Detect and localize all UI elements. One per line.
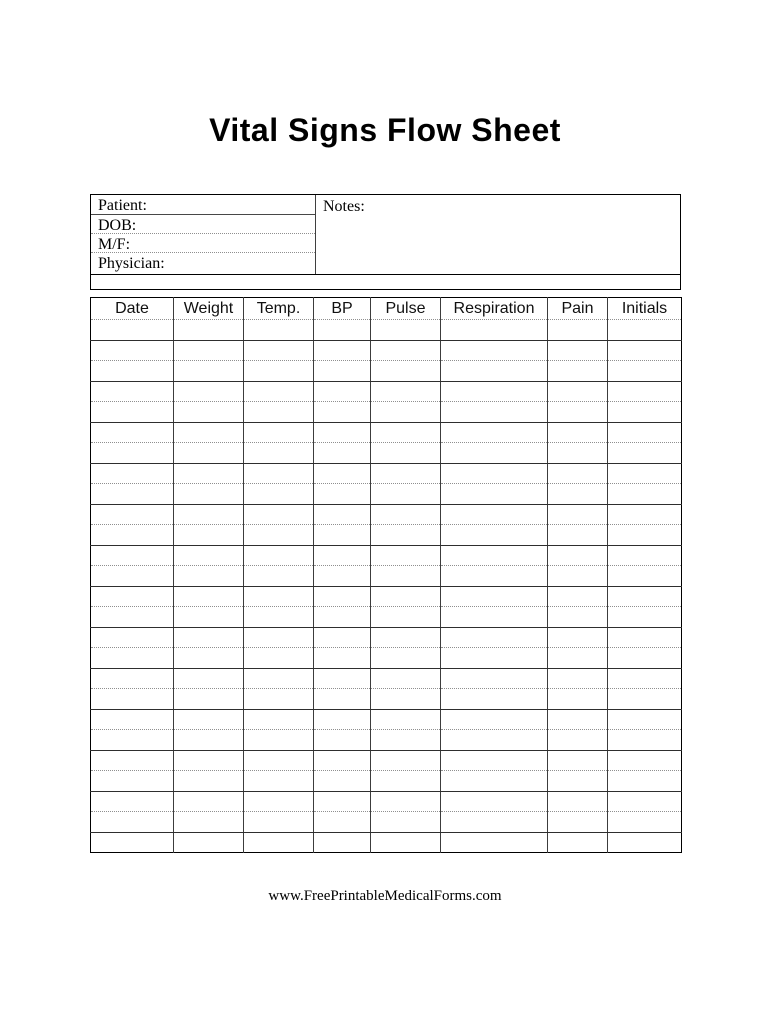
table-cell	[441, 730, 548, 751]
table-cell	[91, 381, 174, 402]
table-cell	[371, 832, 441, 853]
table-cell	[371, 402, 441, 423]
table-cell	[548, 484, 608, 505]
table-cell	[314, 545, 371, 566]
table-cell	[608, 771, 682, 792]
table-cell	[91, 771, 174, 792]
table-cell	[608, 627, 682, 648]
table-row	[91, 525, 682, 546]
footer-url: www.FreePrintableMedicalForms.com	[268, 888, 502, 904]
col-header-temp: Temp.	[244, 298, 314, 320]
table-cell	[244, 648, 314, 669]
table-row	[91, 340, 682, 361]
table-cell	[244, 566, 314, 587]
table-cell	[548, 443, 608, 464]
table-cell	[371, 627, 441, 648]
table-cell	[314, 648, 371, 669]
physician-label: Physician:	[98, 255, 165, 272]
table-cell	[174, 812, 244, 833]
table-cell	[314, 402, 371, 423]
table-cell	[91, 443, 174, 464]
table-cell	[548, 771, 608, 792]
table-cell	[91, 832, 174, 853]
table-cell	[371, 586, 441, 607]
table-cell	[371, 648, 441, 669]
table-cell	[91, 791, 174, 812]
table-cell	[441, 812, 548, 833]
col-header-pain: Pain	[548, 298, 608, 320]
sex-field-row	[91, 234, 315, 253]
table-cell	[608, 361, 682, 382]
table-row	[91, 771, 682, 792]
table-row	[91, 504, 682, 525]
empty-strip-row	[91, 274, 680, 289]
notes-box	[315, 195, 680, 274]
table-cell	[441, 771, 548, 792]
table-cell	[371, 320, 441, 341]
table-cell	[314, 504, 371, 525]
table-cell	[608, 648, 682, 669]
table-cell	[244, 607, 314, 628]
table-cell	[441, 463, 548, 484]
table-cell	[441, 402, 548, 423]
table-cell	[244, 771, 314, 792]
vitals-table	[90, 297, 682, 853]
table-cell	[174, 730, 244, 751]
table-row	[91, 361, 682, 382]
table-cell	[174, 361, 244, 382]
table-cell	[441, 750, 548, 771]
table-cell	[371, 709, 441, 730]
table-cell	[608, 402, 682, 423]
table-cell	[441, 545, 548, 566]
col-header-weight: Weight	[174, 298, 244, 320]
table-row	[91, 545, 682, 566]
table-cell	[548, 402, 608, 423]
patient-info-box	[90, 194, 681, 290]
table-cell	[244, 709, 314, 730]
table-cell	[314, 812, 371, 833]
table-row	[91, 381, 682, 402]
table-cell	[314, 320, 371, 341]
table-cell	[91, 422, 174, 443]
table-cell	[244, 832, 314, 853]
table-cell	[174, 648, 244, 669]
table-cell	[174, 381, 244, 402]
page-title: Vital Signs Flow Sheet	[209, 112, 561, 148]
table-cell	[314, 381, 371, 402]
table-cell	[244, 791, 314, 812]
table-cell	[548, 689, 608, 710]
table-cell	[314, 340, 371, 361]
table-cell	[314, 422, 371, 443]
table-cell	[314, 709, 371, 730]
table-cell	[441, 668, 548, 689]
table-cell	[608, 607, 682, 628]
table-cell	[371, 771, 441, 792]
table-cell	[244, 361, 314, 382]
table-cell	[244, 381, 314, 402]
table-cell	[91, 607, 174, 628]
table-cell	[371, 463, 441, 484]
table-cell	[91, 361, 174, 382]
table-row	[91, 648, 682, 669]
patient-label: Patient:	[98, 197, 147, 214]
table-cell	[548, 750, 608, 771]
table-cell	[548, 422, 608, 443]
table-cell	[244, 443, 314, 464]
table-cell	[314, 586, 371, 607]
table-cell	[608, 504, 682, 525]
table-cell	[244, 484, 314, 505]
table-cell	[174, 586, 244, 607]
table-cell	[314, 463, 371, 484]
table-cell	[91, 750, 174, 771]
table-cell	[314, 443, 371, 464]
table-cell	[441, 832, 548, 853]
table-cell	[244, 320, 314, 341]
table-cell	[608, 525, 682, 546]
table-cell	[608, 730, 682, 751]
table-row	[91, 812, 682, 833]
table-cell	[608, 750, 682, 771]
table-cell	[244, 812, 314, 833]
patient-field-row	[91, 195, 315, 215]
table-cell	[371, 791, 441, 812]
table-cell	[441, 320, 548, 341]
table-cell	[244, 463, 314, 484]
table-cell	[174, 340, 244, 361]
table-cell	[608, 791, 682, 812]
table-row	[91, 689, 682, 710]
table-row	[91, 709, 682, 730]
table-cell	[608, 484, 682, 505]
table-row	[91, 750, 682, 771]
notes-label: Notes:	[323, 198, 365, 215]
table-cell	[244, 504, 314, 525]
table-cell	[608, 812, 682, 833]
table-cell	[174, 771, 244, 792]
table-cell	[548, 832, 608, 853]
table-cell	[608, 463, 682, 484]
col-header-date: Date	[91, 298, 174, 320]
table-cell	[608, 443, 682, 464]
table-cell	[91, 586, 174, 607]
table-cell	[314, 525, 371, 546]
table-row	[91, 730, 682, 751]
table-cell	[174, 463, 244, 484]
table-cell	[371, 525, 441, 546]
table-cell	[244, 586, 314, 607]
table-cell	[608, 832, 682, 853]
table-cell	[441, 586, 548, 607]
table-cell	[371, 422, 441, 443]
table-cell	[441, 627, 548, 648]
table-cell	[91, 627, 174, 648]
table-cell	[548, 791, 608, 812]
table-cell	[608, 586, 682, 607]
table-cell	[174, 443, 244, 464]
table-cell	[441, 648, 548, 669]
table-cell	[548, 586, 608, 607]
table-cell	[548, 566, 608, 587]
table-cell	[314, 668, 371, 689]
table-cell	[371, 812, 441, 833]
table-cell	[371, 566, 441, 587]
table-cell	[91, 320, 174, 341]
table-cell	[441, 791, 548, 812]
table-cell	[548, 504, 608, 525]
table-cell	[548, 607, 608, 628]
table-cell	[371, 668, 441, 689]
table-cell	[174, 750, 244, 771]
table-cell	[91, 463, 174, 484]
table-cell	[441, 443, 548, 464]
table-cell	[371, 484, 441, 505]
table-cell	[441, 607, 548, 628]
table-cell	[608, 545, 682, 566]
table-cell	[91, 402, 174, 423]
table-cell	[314, 832, 371, 853]
table-cell	[314, 566, 371, 587]
table-cell	[244, 668, 314, 689]
table-cell	[91, 668, 174, 689]
table-row	[91, 627, 682, 648]
table-cell	[608, 709, 682, 730]
table-cell	[174, 709, 244, 730]
table-cell	[371, 443, 441, 464]
table-cell	[371, 689, 441, 710]
table-cell	[314, 361, 371, 382]
table-cell	[244, 750, 314, 771]
table-cell	[314, 607, 371, 628]
table-row	[91, 443, 682, 464]
dob-field-row	[91, 215, 315, 234]
table-cell	[441, 504, 548, 525]
table-cell	[441, 340, 548, 361]
table-row	[91, 668, 682, 689]
table-cell	[371, 381, 441, 402]
col-header-respiration: Respiration	[441, 298, 548, 320]
table-cell	[371, 340, 441, 361]
table-cell	[548, 381, 608, 402]
table-row	[91, 586, 682, 607]
table-cell	[174, 402, 244, 423]
table-row	[91, 566, 682, 587]
table-cell	[548, 812, 608, 833]
table-cell	[174, 525, 244, 546]
table-cell	[314, 771, 371, 792]
table-row	[91, 832, 682, 853]
table-cell	[441, 566, 548, 587]
physician-field-row	[91, 253, 315, 274]
table-cell	[174, 422, 244, 443]
table-cell	[174, 668, 244, 689]
table-cell	[244, 340, 314, 361]
header-row	[91, 298, 682, 320]
table-cell	[244, 422, 314, 443]
table-row	[91, 791, 682, 812]
table-cell	[548, 627, 608, 648]
table-cell	[371, 361, 441, 382]
table-cell	[608, 320, 682, 341]
table-row	[91, 422, 682, 443]
table-cell	[371, 504, 441, 525]
table-cell	[314, 627, 371, 648]
table-cell	[441, 422, 548, 443]
table-body	[91, 320, 682, 853]
table-cell	[174, 484, 244, 505]
table-cell	[608, 381, 682, 402]
table-cell	[441, 689, 548, 710]
table-cell	[314, 730, 371, 751]
table-cell	[314, 689, 371, 710]
table-cell	[314, 791, 371, 812]
table-row	[91, 463, 682, 484]
table-cell	[174, 689, 244, 710]
table-cell	[244, 730, 314, 751]
table-cell	[174, 832, 244, 853]
table-cell	[441, 381, 548, 402]
col-header-pulse: Pulse	[371, 298, 441, 320]
table-cell	[174, 627, 244, 648]
table-cell	[608, 689, 682, 710]
table-cell	[174, 791, 244, 812]
table-cell	[174, 566, 244, 587]
table-cell	[608, 566, 682, 587]
table-cell	[371, 750, 441, 771]
table-cell	[548, 545, 608, 566]
table-cell	[548, 320, 608, 341]
table-cell	[91, 648, 174, 669]
table-cell	[244, 402, 314, 423]
table-cell	[441, 361, 548, 382]
table-cell	[244, 627, 314, 648]
table-cell	[371, 607, 441, 628]
table-cell	[91, 689, 174, 710]
table-cell	[91, 730, 174, 751]
table-cell	[548, 709, 608, 730]
table-cell	[174, 607, 244, 628]
table-cell	[608, 668, 682, 689]
table-cell	[91, 525, 174, 546]
table-cell	[91, 340, 174, 361]
table-cell	[441, 484, 548, 505]
table-cell	[314, 484, 371, 505]
table-cell	[91, 566, 174, 587]
table-cell	[91, 709, 174, 730]
table-cell	[548, 648, 608, 669]
table-cell	[244, 545, 314, 566]
table-cell	[548, 525, 608, 546]
table-row	[91, 320, 682, 341]
table-cell	[441, 709, 548, 730]
table-cell	[91, 484, 174, 505]
table-cell	[244, 525, 314, 546]
table-cell	[371, 545, 441, 566]
table-cell	[441, 525, 548, 546]
table-cell	[174, 504, 244, 525]
table-cell	[174, 320, 244, 341]
table-row	[91, 402, 682, 423]
table-cell	[314, 750, 371, 771]
table-cell	[91, 545, 174, 566]
table-cell	[244, 689, 314, 710]
table-cell	[371, 730, 441, 751]
col-header-initials: Initials	[608, 298, 682, 320]
table-cell	[174, 545, 244, 566]
table-cell	[608, 422, 682, 443]
sex-label: M/F:	[98, 236, 131, 253]
table-row	[91, 484, 682, 505]
table-cell	[548, 463, 608, 484]
table-cell	[91, 504, 174, 525]
col-header-bp: BP	[314, 298, 371, 320]
table-cell	[91, 812, 174, 833]
table-cell	[548, 668, 608, 689]
table-cell	[548, 340, 608, 361]
dob-label: DOB:	[98, 217, 137, 234]
table-cell	[548, 361, 608, 382]
table-cell	[608, 340, 682, 361]
table-cell	[548, 730, 608, 751]
table-row	[91, 607, 682, 628]
